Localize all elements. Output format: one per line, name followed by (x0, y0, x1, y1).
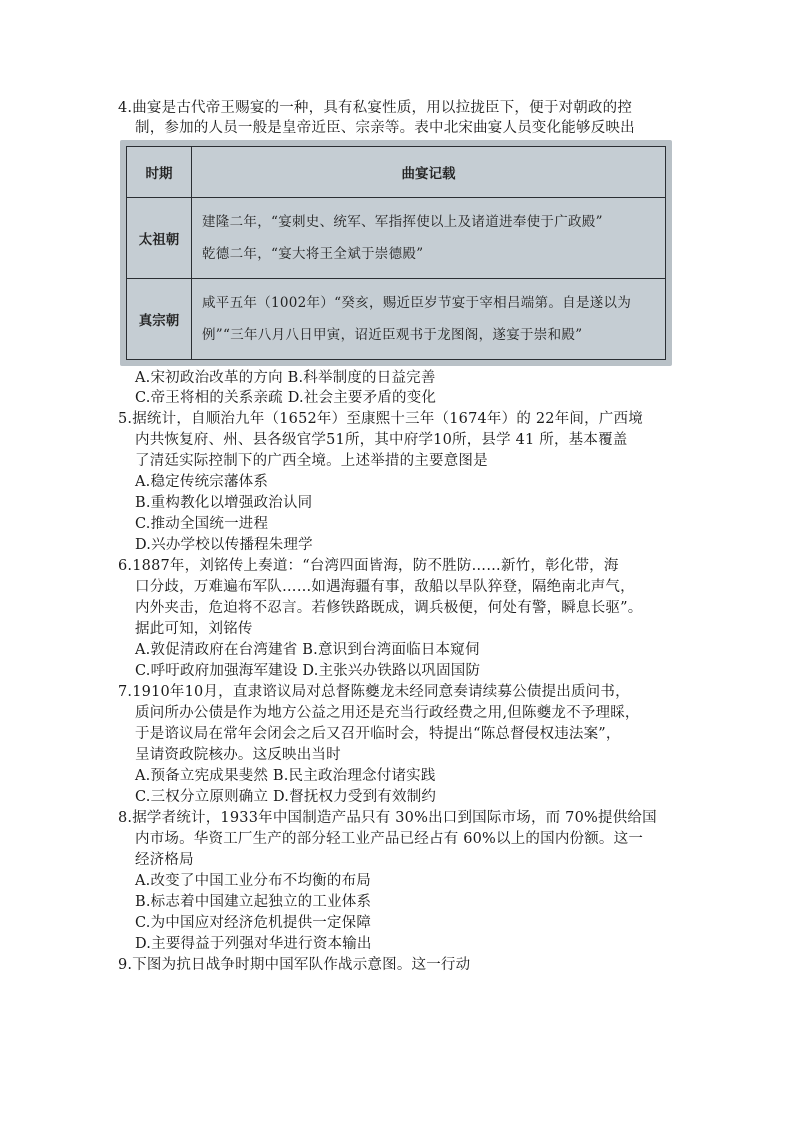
q5-option-a: A.稳定传统宗藩体系 (135, 474, 269, 490)
record-line: 咸平五年（1002年）“癸亥，赐近臣岁节宴于宰相吕端第。自是遂以为 (202, 295, 632, 311)
record-line: 乾德二年，“宴大将王全斌于崇德殿” (202, 246, 424, 262)
q7-stem-line2: 质问所办公债是作为地方公益之用还是充当行政经费之用,但陈夔龙不予理睬， (135, 705, 640, 721)
row-record-zhenzong (192, 279, 666, 360)
row-record-taizu (192, 198, 666, 279)
q5-stem-line2: 内共恢复府、州、县各级官学51所，其中府学10所，县学 41 所，基本覆盖 (135, 432, 628, 448)
q7-stem-line3: 于是谘议局在常年会闭会之后又召开临时会，特提出“陈总督侵权违法案”， (135, 726, 621, 742)
table-row (127, 198, 666, 279)
q5-stem-line3: 了清廷实际控制下的广西全境。上述举措的主要意图是 (135, 453, 488, 469)
q8-option-b: B.标志着中国建立起独立的工业体系 (135, 894, 372, 910)
record-line: 例”“三年八月八日甲寅，诏近臣观书于龙图阁，遂宴于崇和殿” (202, 327, 583, 343)
record-line: 建隆二年，“宴刺史、统军、军指挥使以上及诸道进奉使于广政殿” (202, 214, 603, 230)
q4-stem-line1: 4.曲宴是古代帝王赐宴的一种，具有私宴性质，用以拉拢臣下，便于对朝政的控 (118, 100, 633, 116)
q8-option-d: D.主要得益于列强对华进行资本输出 (135, 936, 372, 952)
q7-options-ab: A.预备立宪成果斐然 B.民主政治理念付诸实践 (135, 768, 436, 784)
q4-table-photo (120, 140, 672, 366)
q5-stem-line1: 5.据统计，自顺治九年（1652年）至康熙十三年（1674年）的 22年间，广西境 (118, 411, 643, 427)
q5-option-c: C.推动全国统一进程 (135, 516, 269, 532)
q8-option-c: C.为中国应对经济危机提供一定保障 (135, 915, 372, 931)
table-row (127, 279, 666, 360)
q8-stem-line3: 经济格局 (135, 852, 194, 868)
header-period: 时期 (127, 147, 192, 198)
q4-options-ab: A.宋初政治改革的方向 B.科举制度的日益完善 (135, 370, 436, 386)
q7-options-cd: C.三权分立原则确立 D.督抚权力受到有效制约 (135, 789, 437, 805)
q4-options-cd: C.帝王将相的关系亲疏 D.社会主要矛盾的变化 (135, 390, 437, 406)
q9-stem-line1: 9.下图为抗日战争时期中国军队作战示意图。这一行动 (118, 957, 471, 973)
q8-option-a: A.改变了中国工业分布不均衡的布局 (135, 873, 371, 889)
header-record: 曲宴记载 (192, 147, 666, 198)
q8-stem-line2: 内市场。华资工厂生产的部分轻工业产品已经占有 60%以上的国内份额。这一 (135, 831, 644, 847)
row-period-zhenzong: 真宗朝 (127, 279, 192, 360)
row-period-taizu: 太祖朝 (127, 198, 192, 279)
q7-stem-line4: 呈请资政院核办。这反映出当时 (135, 747, 341, 763)
q4-stem-line2: 制，参加的人员一般是皇帝近臣、宗亲等。表中北宋曲宴人员变化能够反映出 (135, 120, 635, 136)
q6-options-cd: C.呼吁政府加强海军建设 D.主张兴办铁路以巩固国防 (135, 663, 481, 679)
q5-option-b: B.重构教化以增强政治认同 (135, 495, 313, 511)
table-header-row (127, 147, 666, 198)
q6-stem-line1: 6.1887年，刘铭传上奏道：“台湾四面皆海，防不胜防……新竹，彰化带，海 (118, 558, 619, 574)
q8-stem-line1: 8.据学者统计，1933年中国制造产品只有 30%出口到国际市场，而 70%提供给国 (118, 810, 657, 826)
q5-option-d: D.兴办学校以传播程朱理学 (135, 537, 313, 553)
q6-stem-line2: 口分歧，万难遍布军队……如遇海疆有事，敌船以旱队猝登，隔绝南北声气， (135, 579, 635, 595)
q6-stem-line4: 据此可知，刘铭传 (135, 621, 253, 637)
q4-table (126, 146, 666, 360)
q6-stem-line3: 内外夹击，危迫将不忍言。若修铁路既成，调兵极便，何处有警，瞬息长驱”。 (135, 600, 643, 616)
q6-options-ab: A.敦促清政府在台湾建省 B.意识到台湾面临日本窥伺 (135, 642, 480, 658)
q7-stem-line1: 7.1910年10月，直隶谘议局对总督陈夔龙未经同意奏请续募公债提出质问书， (118, 684, 630, 700)
